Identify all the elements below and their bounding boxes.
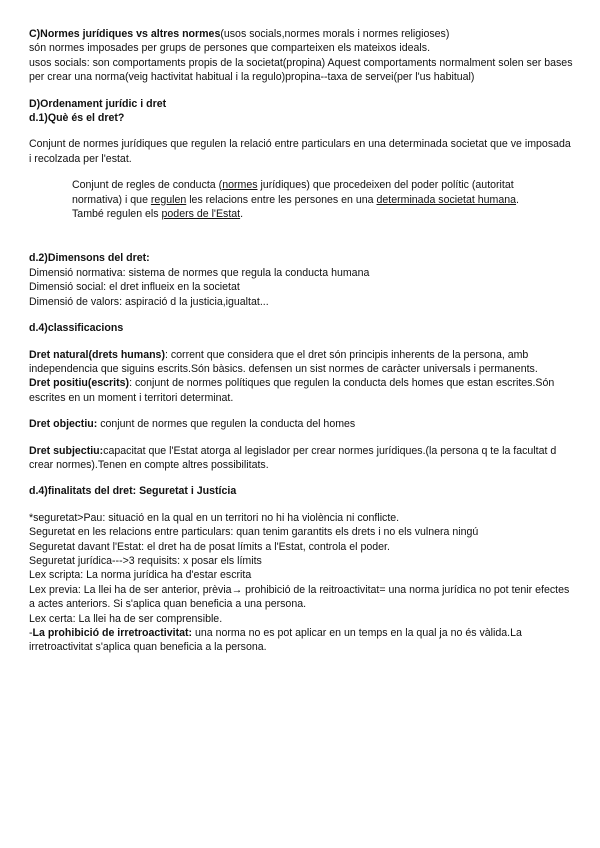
dimension-item: Dimensió normativa: sistema de normes que regula la conducta humana xyxy=(29,266,370,279)
section-c-heading-rest: (usos socials,normes morals i normes religioses) xyxy=(220,28,450,40)
dret-subjectiu-paragraph: Dret subjectiu:capacitat que l'Estat atorga al legislador per crear normes jurídiques.(la persona q te la facultat d crear normes).Tenen en compte altres possibilitats. xyxy=(29,444,557,471)
finalitats-line: Seguretat en les relacions entre particulars: quan tenim garantits els drets i no els vulnera ningú xyxy=(29,526,479,539)
dimension-item: Dimensió social: el dret influeix en la societat xyxy=(29,281,240,294)
quote-underline-societat: determinada societat humana xyxy=(376,193,517,206)
finalitats-line: Seguretat jurídica--->3 requisits: x posar els límits xyxy=(29,554,262,567)
section-c-heading-line xyxy=(29,27,574,41)
dret-subjectiu-term: Dret subjectiu: xyxy=(29,444,104,457)
dret-quote: Conjunt de regles de conducta (normes jurídiques) que procedeixen del poder polític (autoritat normativa) i que regulen les relacions entre les persones en una determinada societat humana. També regulen els poders de l'Estat. xyxy=(72,179,519,221)
dret-natural-term: Dret natural(drets humans) xyxy=(29,348,165,361)
dret-objectiu-paragraph: Dret objectiu: conjunt de normes que regulen la conducta del homes xyxy=(29,418,356,431)
dret-definition: Conjunt de normes jurídiques que regulen la relació entre particulars en una determinada societat que ve imposada i recolzada per l'estat. xyxy=(29,138,571,165)
dret-positiu-paragraph: Dret positiu(escrits): conjunt de normes polítiques que regulen la conducta dels homes que estan escrites.Són escrites en un moment i territori determinat. xyxy=(29,377,555,404)
finalitats-line: *seguretat>Pau: situació en la qual en un territori no hi ha violència ni conflicte. xyxy=(29,511,400,524)
document-page xyxy=(29,27,574,655)
irretroactivitat-paragraph: -La prohibició de irretroactivitat: una norma no es pot aplicar en un temps en la qual ja no és vàlida.La irretroactivitat s'aplica quan beneficia a la persona. xyxy=(29,627,522,654)
classifications-heading: d.4)classificacions xyxy=(29,322,124,335)
dret-objectiu-term: Dret objectiu: xyxy=(29,418,98,431)
quote-underline-normes: normes xyxy=(222,179,258,192)
finalitats-heading: d.4)finalitats del dret: Seguretat i Justícia xyxy=(29,485,237,498)
finalitats-line: Seguretat davant l'Estat: el dret ha de posat límits a l'Estat, controla el poder. xyxy=(29,540,390,553)
dret-positiu-term: Dret positiu(escrits) xyxy=(29,377,130,390)
section-c-heading: C)Normes jurídiques vs altres normes xyxy=(29,28,221,40)
irretroactivitat-term: La prohibició de irretroactivitat: xyxy=(32,627,193,639)
finalitats-line: Lex scripta: La norma jurídica ha d'estar escrita xyxy=(29,569,252,582)
quote-underline-regulen: regulen xyxy=(150,193,187,206)
dimensions-heading: d.2)Dimensons del dret: xyxy=(29,252,150,265)
finalitats-line: Lex certa: La llei ha de ser comprensible. xyxy=(29,612,223,625)
dimension-item: Dimensió de valors: aspiració d la justicia,igualtat... xyxy=(29,295,269,308)
section-c-line2: usos socials: son comportaments propis de la societat(propina) Aquest comportaments normalment solen ser bases per crear una norma(veig hactivitat habitual i la regulo)propina--taxa de servei(per l'us habitual) xyxy=(29,56,573,84)
finalitats-line: Lex previa: La llei ha de ser anterior, prèvia→ prohibició de la reitroactivitat= una norma jurídica no pot tenir efectes a actes anteriors. Si s'aplica quan beneficia a una persona. xyxy=(29,583,570,611)
section-c-line1: són normes imposades per grups de persones que comparteixen els mateixos ideals. xyxy=(29,42,431,55)
section-d1-heading: d.1)Què és el dret? xyxy=(29,112,125,125)
dret-natural-paragraph: Dret natural(drets humans): corrent que considera que el dret són principis inherents de la persona, amb independencia que siguins escrits.Són bàsics. defensen un sist normes de caràcter universals i permanents. xyxy=(29,348,538,375)
section-d-heading: D)Ordenament jurídic i dret xyxy=(29,97,167,110)
quote-underline-poders: poders de l'Estat xyxy=(161,208,241,221)
